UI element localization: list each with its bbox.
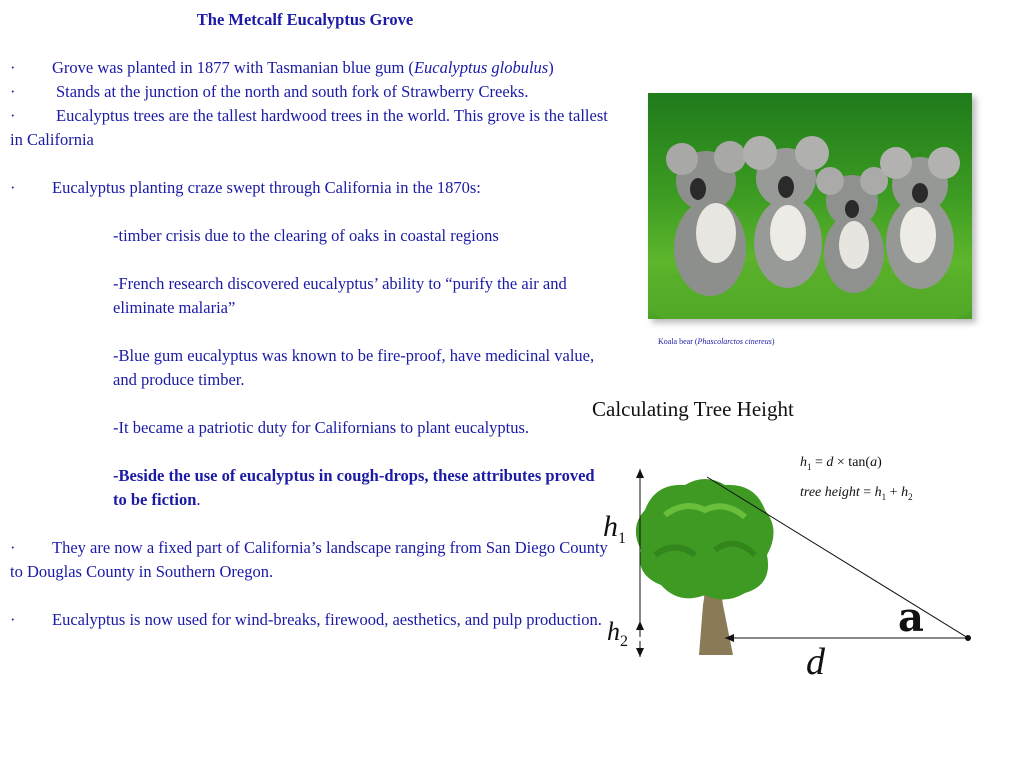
main-text-column	[10, 8, 610, 632]
sub-item-fireproof: -Blue gum eucalyptus was known to be fire-proof, have medicinal value, and produce timber.	[113, 346, 595, 389]
koala-1	[666, 141, 746, 296]
sub-item-malaria: -French research discovered eucalyptus’ ability to “purify the air and eliminate malaria”	[113, 274, 567, 317]
distance-label: d	[806, 641, 825, 683]
bullet-uses: · Eucalyptus is now used for wind-breaks, firewood, aesthetics, and pulp production.	[10, 610, 602, 629]
formula-tree-height: tree height = $h_1 + h_2$	[800, 485, 913, 502]
observer-point	[965, 635, 971, 641]
species-name: Eucalyptus globulus	[413, 58, 549, 77]
koala-photo	[648, 93, 972, 319]
bullet-planting: · Grove was planted in 1877 with Tasmanian blue gum (Eucalyptus globulus)	[10, 58, 554, 77]
angle-label: a	[898, 594, 924, 641]
sub-item-patriotic: -It became a patriotic duty for Californians to plant eucalyptus.	[113, 418, 530, 437]
sub-item-fiction: -Beside the use of eucalyptus in cough-drops, these attributes proved to be fiction.	[113, 466, 595, 509]
koala-4	[880, 147, 960, 289]
koala-illustration	[648, 93, 972, 319]
bullet-landscape: · They are now a fixed part of California’s landscape ranging from San Diego County to Douglas County in Southern Oregon.	[10, 538, 608, 581]
photo-caption: Koala bear (Phascolarctos cinereus)	[658, 337, 775, 346]
bullet-junction: · Stands at the junction of the north and south fork of Strawberry Creeks.	[10, 82, 529, 101]
tree-height-diagram	[595, 455, 985, 675]
formula-h1: $h_1 = d \times \tan(a)$	[800, 455, 882, 472]
calc-title: Calculating Tree Height	[592, 397, 794, 421]
page-title: The Metcalf Eucalyptus Grove	[196, 10, 414, 29]
h2-label: $h_2$	[607, 617, 628, 651]
bullet-craze: · Eucalyptus planting craze swept through California in the 1870s:	[10, 178, 481, 197]
bullet-tallest: · Eucalyptus trees are the tallest hardwood trees in the world. This grove is the tallest in California	[10, 106, 608, 149]
sub-item-timber: -timber crisis due to the clearing of oaks in coastal regions	[113, 226, 499, 245]
h1-label: $h_1$	[603, 510, 626, 547]
